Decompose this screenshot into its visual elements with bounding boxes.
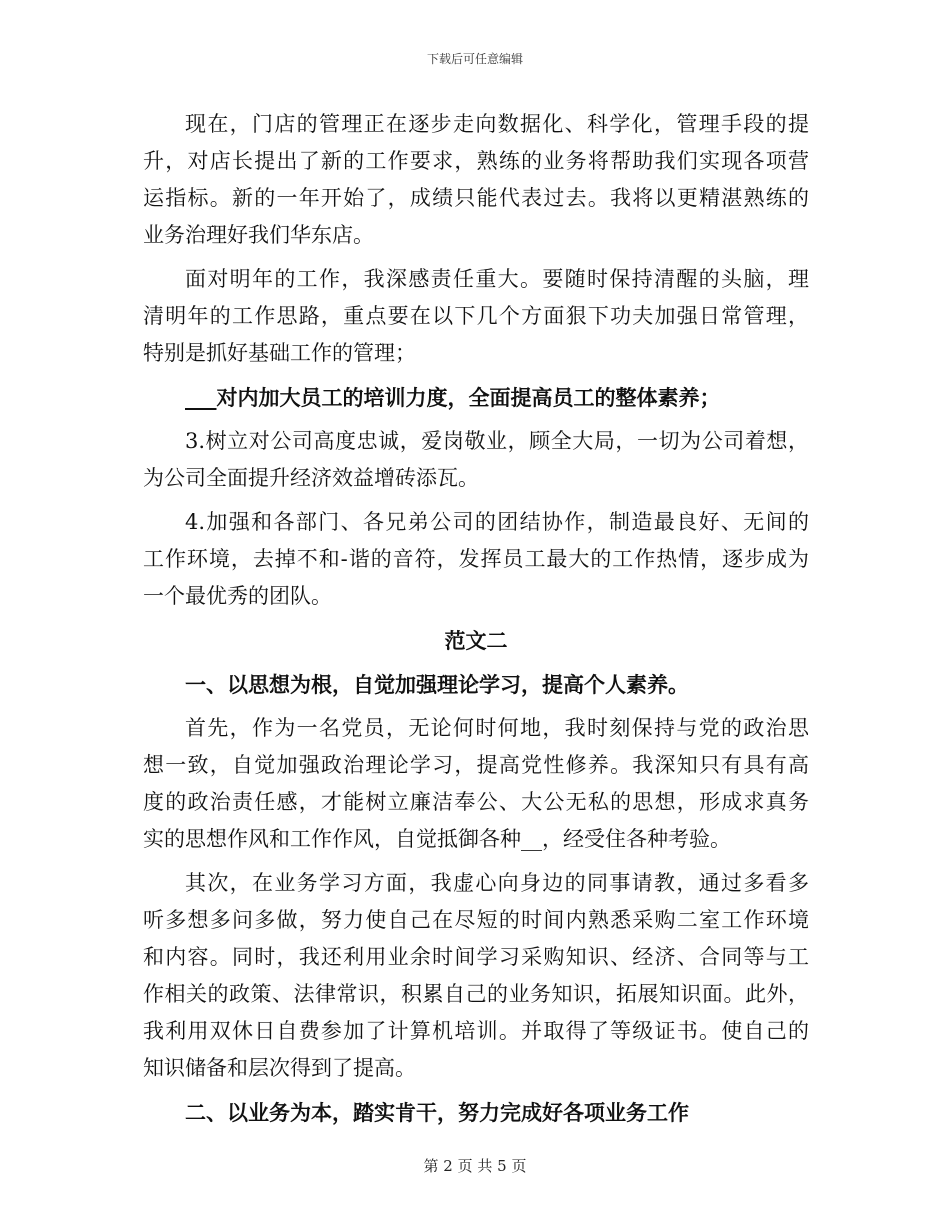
paragraph-line: 我利用双休日自费参加了计算机培训。并取得了等级证书。使自己的 [143, 1019, 809, 1043]
paragraph-line: 听多想多问多做，努力使自己在尽短的时间内熟悉采购二室工作环境 [143, 908, 809, 932]
paragraph-line: 3.树立对公司高度忠诚，爱岗敬业，顾全大局，一切为公司着想， [185, 429, 809, 453]
paragraph-line: 升，对店长提出了新的工作要求，熟练的业务将帮助我们实现各项营 [143, 149, 809, 173]
paragraph-line: 工作环境，去掉不和-谐的音符，发挥员工最大的工作热情，逐步成为 [143, 547, 809, 571]
paragraph-line: 和内容。同时，我还利用业余时间学习采购知识、经济、合同等与工 [143, 945, 809, 969]
page-header: 下载后可任意编辑 [426, 52, 523, 66]
paragraph-line: 现在，门店的管理正在逐步走向数据化、科学化，管理手段的提 [185, 112, 809, 136]
paragraph-line: 想一致，自觉加强政治理论学习，提高党性修养。我深知只有具有高 [143, 753, 809, 777]
page-footer: 第 2 页 共 5 页 [423, 1157, 527, 1175]
section-title: 范文二 [444, 628, 508, 653]
paragraph-line: 其次，在业务学习方面，我虚心向身边的同事请教，通过多看多 [185, 871, 809, 895]
paragraph-line: 为公司全面提升经济效益增砖添瓦。 [143, 466, 479, 490]
bold-heading-line: ___对内加大员工的培训力度，全面提高员工的整体素养； [185, 385, 721, 410]
paragraph-line: 一个最优秀的团队。 [143, 584, 332, 608]
paragraph-line: 作相关的政策、法律常识，积累自己的业务知识，拓展知识面。此外， [143, 982, 809, 1006]
paragraph-line: 清明年的工作思路，重点要在以下几个方面狠下功夫加强日常管理， [143, 304, 809, 328]
paragraph-line: 4.加强和各部门、各兄弟公司的团结协作，制造最良好、无间的 [185, 510, 809, 534]
paragraph-line: 运指标。新的一年开始了，成绩只能代表过去。我将以更精湛熟练的 [143, 186, 809, 210]
paragraph-line: 知识储备和层次得到了提高。 [143, 1056, 416, 1080]
paragraph-line: 特别是抓好基础工作的管理； [143, 341, 416, 365]
paragraph-line: 实的思想作风和工作作风，自觉抵御各种__，经受住各种考验。 [143, 827, 731, 851]
document-body [143, 106, 809, 1131]
paragraph-line: 首先，作为一名党员，无论何时何地，我时刻保持与党的政治思 [185, 716, 809, 740]
paragraph-line: 面对明年的工作，我深感责任重大。要随时保持清醒的头脑，理 [185, 267, 809, 291]
paragraph-line: 业务治理好我们华东店。 [143, 223, 374, 247]
bold-heading-line: 一、以思想为根，自觉加强理论学习，提高个人素养。 [185, 672, 689, 697]
bold-heading-line: 二、以业务为本，踏实肯干，努力完成好各项业务工作 [185, 1100, 689, 1125]
paragraph-line: 度的政治责任感，才能树立廉洁奉公、大公无私的思想，形成求真务 [143, 790, 809, 814]
